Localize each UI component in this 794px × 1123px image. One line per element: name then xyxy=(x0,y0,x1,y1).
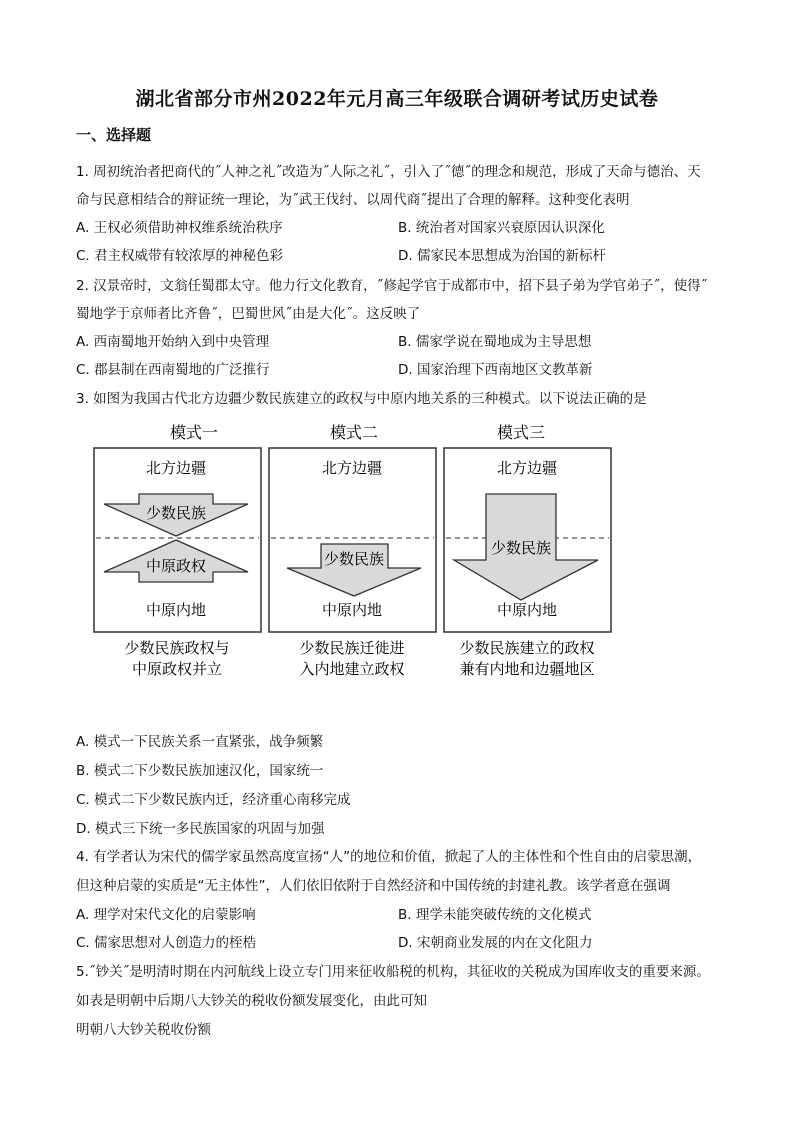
section-heading: 一、选择题 xyxy=(76,126,152,144)
q1-stem-line2: 命与民意相结合的辩证统一理论，为˝武王伐纣、以周代商˝提出了合理的解释。这种变化表明 xyxy=(76,192,630,208)
mode3-top-text: 北方边疆 xyxy=(496,459,558,477)
mode1-caption-line2: 中原政权并立 xyxy=(131,660,223,678)
q4-option-a: A. 理学对宋代文化的启蒙影响 xyxy=(76,907,256,923)
q3-option-c: C. 模式二下少数民族内迁，经济重心南移完成 xyxy=(76,792,351,808)
mode1-top-text: 北方边疆 xyxy=(145,459,207,477)
q3-option-a: A. 模式一下民族关系一直紧张，战争频繁 xyxy=(76,734,324,750)
q1-option-a: A. 王权必须借助神权维系统治秩序 xyxy=(76,220,283,236)
q5-stem-line2: 如表是明朝中后期八大钞关的税收份额发展变化，由此可知 xyxy=(76,993,427,1009)
mode2-bottom-text: 中原内地 xyxy=(321,601,383,619)
mode3-label: 模式三 xyxy=(496,423,546,442)
q4-stem-line2: 但这种启蒙的实质是“无主体性”，人们依旧依附于自然经济和中国传统的封建礼教。该学者意在强调 xyxy=(76,878,671,894)
q1-option-c: C. 君主权威带有较浓厚的神秘色彩 xyxy=(76,248,284,264)
mode2-label: 模式二 xyxy=(329,423,379,442)
q5-table-caption: 明朝八大钞关税收份额 xyxy=(76,1022,211,1038)
mode1-label: 模式一 xyxy=(169,423,219,442)
q4-option-b: B. 理学未能突破传统的文化模式 xyxy=(398,907,592,923)
mode3-caption-line1: 少数民族建立的政权 xyxy=(459,639,595,657)
q5-stem-line1: 5.˝钞关˝是明清时期在内河航线上设立专门用来征收船税的机构，其征收的关税成为国库收支的重要来源。 xyxy=(76,964,710,980)
q3-option-b: B. 模式二下少数民族加速汉化，国家统一 xyxy=(76,763,324,779)
q2-stem-line1: 2. 汉景帝时，文翁任蜀郡太守。他力行文化教育，˝修起学官于成都市中，招下县子弟为学官弟子˝，使得˝ xyxy=(76,278,708,294)
mode3-caption-line2: 兼有内地和边疆地区 xyxy=(459,660,595,678)
q4-option-d: D. 宋朝商业发展的内在文化阻力 xyxy=(398,935,593,951)
q2-option-c: C. 郡县制在西南蜀地的广泛推行 xyxy=(76,362,270,378)
mode3-arrow-text: 少数民族 xyxy=(490,539,552,557)
q2-option-b: B. 儒家学说在蜀地成为主导思想 xyxy=(398,334,592,350)
q1-option-d: D. 儒家民本思想成为治国的新标杆 xyxy=(398,248,606,264)
q1-stem-line1: 1. 周初统治者把商代的˝人神之礼˝改造为˝人际之礼˝，引入了˝德˝的理念和规范，形成了天命与德治、天 xyxy=(76,164,701,180)
q4-option-c: C. 儒家思想对人创造力的桎梏 xyxy=(76,935,257,951)
q3-option-d: D. 模式三下统一多民族国家的巩固与加强 xyxy=(76,821,325,837)
mode2-top-text: 北方边疆 xyxy=(321,459,383,477)
q4-stem-line1: 4. 有学者认为宋代的儒学家虽然高度宣扬“人”的地位和价值，掀起了人的主体性和个性自由的启蒙思潮， xyxy=(76,849,702,865)
q1-option-b: B. 统治者对国家兴衰原因认识深化 xyxy=(398,220,605,236)
mode3-bottom-text: 中原内地 xyxy=(496,601,558,619)
mode2-caption-line1: 少数民族迁徙进 xyxy=(299,639,405,657)
mode1-caption-line1: 少数民族政权与 xyxy=(124,639,230,657)
mode1-up-arrow-text: 中原政权 xyxy=(145,557,207,575)
mode1-bottom-text: 中原内地 xyxy=(145,601,207,619)
mode1-down-arrow-text: 少数民族 xyxy=(145,504,207,522)
mode2-arrow-text: 少数民族 xyxy=(323,550,385,568)
q2-option-a: A. 西南蜀地开始纳入到中央管理 xyxy=(76,334,270,350)
q2-stem-line2: 蜀地学于京师者比齐鲁˝，巴蜀世风˝由是大化˝。这反映了 xyxy=(76,306,421,322)
mode2-caption-line2: 入内地建立政权 xyxy=(299,660,405,678)
q2-option-d: D. 国家治理下西南地区文教革新 xyxy=(398,362,593,378)
three-modes-diagram xyxy=(76,418,636,698)
exam-title: 湖北省部分市州2022年元月高三年级联合调研考试历史试卷 xyxy=(135,88,659,110)
q3-stem: 3. 如图为我国古代北方边疆少数民族建立的政权与中原内地关系的三种模式。以下说法正确的是 xyxy=(76,391,647,407)
